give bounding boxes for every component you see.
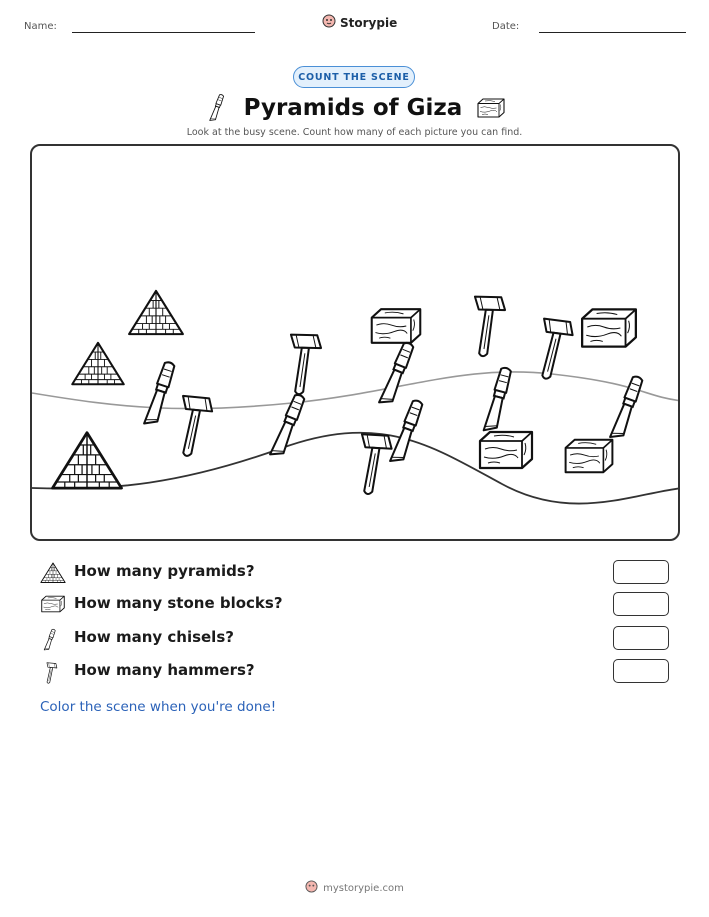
stone-block-icon (40, 594, 66, 614)
hammer (281, 331, 323, 397)
instructions: Look at the busy scene. Count how many of each picture you can find. (186, 127, 523, 138)
stone-block (480, 432, 532, 468)
name-line[interactable] (72, 32, 255, 33)
question-text: How many stone blocks? (74, 594, 283, 612)
hammer (465, 293, 507, 359)
name-label: Name: (24, 21, 57, 32)
question-text: How many hammers? (74, 661, 255, 679)
footer (0, 880, 709, 896)
chisel-icon (199, 89, 234, 126)
question-row-pyramids (40, 560, 680, 586)
chisel (379, 341, 415, 407)
pyramid-icon (40, 562, 66, 584)
page-title: Pyramids of Giza (243, 95, 463, 121)
footer-url[interactable]: mystorypie.com (323, 882, 404, 894)
count-the-scene-badge: COUNT THE SCENE (293, 66, 415, 88)
pyramid (52, 433, 121, 489)
color-note: Color the scene when you're done! (40, 699, 277, 715)
chisel (390, 399, 424, 465)
question-row-hammers (40, 659, 680, 685)
pyramid (72, 343, 124, 384)
hammer-icon (37, 659, 62, 687)
answer-box-stone-blocks[interactable] (613, 592, 669, 616)
question-text: How many chisels? (74, 628, 234, 646)
pyramid (129, 291, 183, 334)
storypie-mascot-icon (322, 14, 336, 31)
question-row-chisels (40, 626, 680, 652)
date-label: Date: (492, 21, 520, 32)
answer-box-hammers[interactable] (613, 659, 669, 683)
chisel (610, 375, 644, 441)
stone-block (582, 309, 636, 346)
chisel-icon (36, 625, 63, 654)
stone-block (566, 440, 613, 472)
question-text: How many pyramids? (74, 562, 255, 580)
stone-block (372, 309, 421, 343)
question-row-stone-blocks (40, 592, 680, 618)
title-row (200, 92, 510, 124)
hammer (169, 392, 215, 459)
brand-name: Storypie (340, 15, 398, 30)
scene-panel (30, 144, 680, 541)
date-line[interactable] (539, 32, 686, 33)
hammer (350, 430, 394, 497)
dune-line-back (32, 372, 680, 409)
stone-block-icon (476, 97, 506, 119)
chisel (484, 367, 513, 434)
scene-illustration (32, 146, 680, 541)
answer-box-chisels[interactable] (613, 626, 669, 650)
storypie-mascot-icon (305, 880, 318, 896)
answer-box-pyramids[interactable] (613, 560, 669, 584)
brand-logo (322, 14, 397, 31)
chisel (144, 361, 176, 427)
